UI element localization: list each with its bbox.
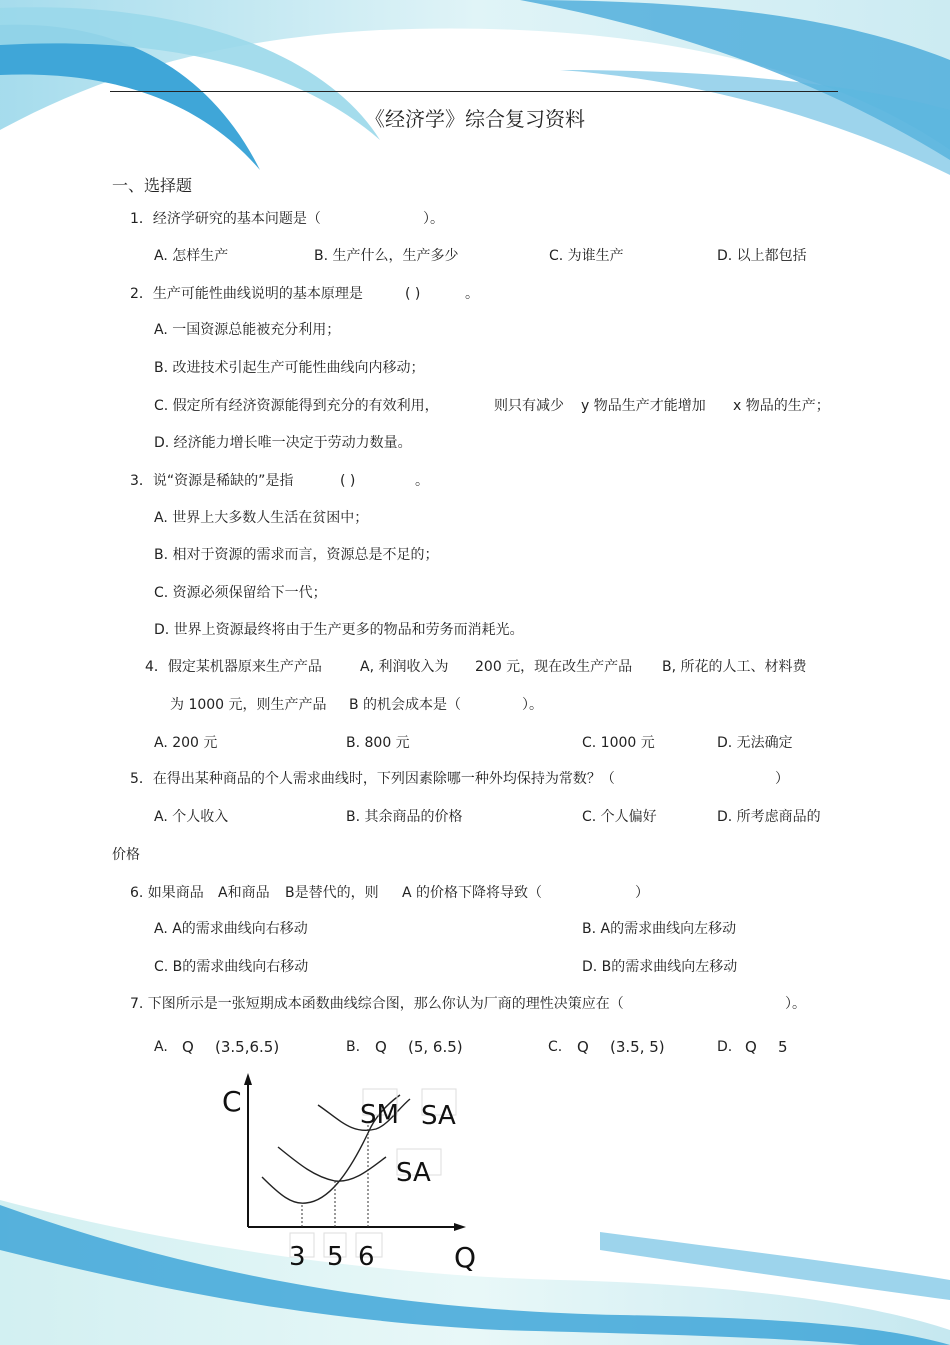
y-axis-label: C bbox=[222, 1085, 242, 1118]
q7-option-a-value: (3.5,6.5) bbox=[215, 1038, 280, 1056]
q7-stem: 7. 下图所示是一张短期成本函数曲线综合图，那么你认为厂商的理性决策应在（ bbox=[130, 996, 624, 1012]
q2-option-b: B. 改进技术引起生产可能性曲线向内移动； bbox=[154, 360, 425, 376]
q5-option-b: B. 其余商品的价格 bbox=[346, 809, 463, 825]
q6-close: ） bbox=[635, 885, 649, 901]
q6-option-a: A. A的需求曲线向右移动 bbox=[154, 921, 308, 937]
q7-option-a-q: Q bbox=[182, 1038, 194, 1056]
q5-option-d-continued: 价格 bbox=[112, 847, 140, 863]
q1-stem: 1．经济学研究的基本问题是（ bbox=[130, 211, 321, 227]
x-tick-3: 3 bbox=[289, 1242, 306, 1272]
cost-curve-diagram bbox=[200, 1065, 500, 1280]
curve-label-sa-top: SA bbox=[421, 1101, 456, 1131]
q1-option-a: A. 怎样生产 bbox=[154, 248, 229, 264]
q2-stem: 2．生产可能性曲线说明的基本原理是 bbox=[130, 286, 363, 302]
q6-option-b: B. A的需求曲线向左移动 bbox=[582, 921, 737, 937]
q7-option-c-letter: C. bbox=[548, 1039, 563, 1055]
q5-option-d: D. 所考虑商品的 bbox=[717, 809, 821, 825]
q3-option-b: B. 相对于资源的需求而言，资源总是不足的； bbox=[154, 547, 439, 563]
q4-line1-part2: A, 利润收入为 bbox=[360, 659, 449, 675]
q2-option-c-part3: y 物品生产才能增加 bbox=[581, 398, 706, 414]
q7-option-d-value: 5 bbox=[778, 1038, 788, 1056]
q4-line1-part4: B, 所花的人工、材料费 bbox=[662, 659, 807, 675]
q6-option-c: C. B的需求曲线向右移动 bbox=[154, 959, 309, 975]
q6-stem-part4: A 的价格下降将导致（ bbox=[402, 885, 543, 901]
x-tick-6: 6 bbox=[358, 1242, 375, 1272]
q4-option-d: D. 无法确定 bbox=[717, 735, 793, 751]
curve-label-sa-mid: SA bbox=[396, 1158, 431, 1188]
q2-option-a: A. 一国资源总能被充分利用； bbox=[154, 322, 341, 338]
q4-line1-part3: 200 元，现在改生产产品 bbox=[475, 659, 633, 675]
q4-option-c: C. 1000 元 bbox=[582, 735, 655, 751]
q5-stem: 5．在得出某种商品的个人需求曲线时，下列因素除哪一种外均保持为常数？（ bbox=[130, 771, 615, 787]
q4-option-b: B. 800 元 bbox=[346, 735, 410, 751]
q6-stem-part2: A和商品 bbox=[218, 885, 270, 901]
q6-option-d: D. B的需求曲线向左移动 bbox=[582, 959, 738, 975]
q3-option-a: A. 世界上大多数人生活在贫困中； bbox=[154, 510, 369, 526]
q7-close: ）。 bbox=[785, 996, 806, 1012]
q7-option-b-q: Q bbox=[375, 1038, 387, 1056]
q2-option-c-part2: 则只有减少 bbox=[494, 398, 564, 414]
y-axis-arrow bbox=[244, 1073, 252, 1085]
x-tick-5: 5 bbox=[327, 1242, 344, 1272]
curve-sa-outer bbox=[278, 1147, 386, 1181]
q2-option-d: D. 经济能力增长唯一决定于劳动力数量。 bbox=[154, 435, 412, 451]
q7-option-c-value: (3.5, 5) bbox=[610, 1038, 665, 1056]
q3-end: 。 bbox=[415, 473, 429, 489]
curve-label-sm: SM bbox=[360, 1100, 399, 1130]
q3-option-c: C. 资源必须保留给下一代； bbox=[154, 585, 327, 601]
q1-close: ）。 bbox=[423, 211, 444, 227]
section-heading: 一、选择题 bbox=[112, 176, 193, 195]
q5-close: ） bbox=[775, 771, 789, 787]
q1-option-b: B. 生产什么，生产多少 bbox=[314, 248, 459, 264]
x-axis-arrow bbox=[454, 1223, 466, 1231]
q4-line2-part3: ）。 bbox=[522, 697, 543, 713]
q4-line2-part1: 为 1000 元，则生产产品 bbox=[170, 697, 327, 713]
q7-option-d-q: Q bbox=[745, 1038, 757, 1056]
q2-paren: ( ) bbox=[405, 286, 421, 302]
q4-line2-part2: B 的机会成本是（ bbox=[349, 697, 462, 713]
header-rule bbox=[110, 91, 838, 92]
q7-option-d-letter: D. bbox=[717, 1039, 733, 1055]
q6-stem-part3: B是替代的，则 bbox=[285, 885, 379, 901]
q4-line1-part1: 4．假定某机器原来生产产品 bbox=[145, 659, 322, 675]
q3-option-d: D. 世界上资源最终将由于生产更多的物品和劳务而消耗光。 bbox=[154, 622, 524, 638]
q3-paren: ( ) bbox=[340, 473, 356, 489]
q1-option-d: D. 以上都包括 bbox=[717, 248, 807, 264]
page-title: 《经济学》综合复习资料 bbox=[365, 107, 585, 131]
q4-option-a: A. 200 元 bbox=[154, 735, 218, 751]
q5-option-a: A. 个人收入 bbox=[154, 809, 229, 825]
x-axis-label: Q bbox=[454, 1241, 477, 1274]
q5-option-c: C. 个人偏好 bbox=[582, 809, 657, 825]
q7-option-b-letter: B. bbox=[346, 1039, 361, 1055]
q7-option-a-letter: A. bbox=[154, 1039, 168, 1055]
q7-option-c-q: Q bbox=[577, 1038, 589, 1056]
q6-stem-part1: 6. 如果商品 bbox=[130, 885, 204, 901]
q7-option-b-value: (5, 6.5) bbox=[408, 1038, 463, 1056]
q1-option-c: C. 为谁生产 bbox=[549, 248, 624, 264]
q2-option-c-part4: x 物品的生产； bbox=[733, 398, 830, 414]
q3-stem: 3．说“资源是稀缺的”是指 bbox=[130, 473, 294, 489]
q2-end: 。 bbox=[465, 286, 479, 302]
q2-option-c-part1: C. 假定所有经济资源能得到充分的有效利用， bbox=[154, 398, 439, 414]
